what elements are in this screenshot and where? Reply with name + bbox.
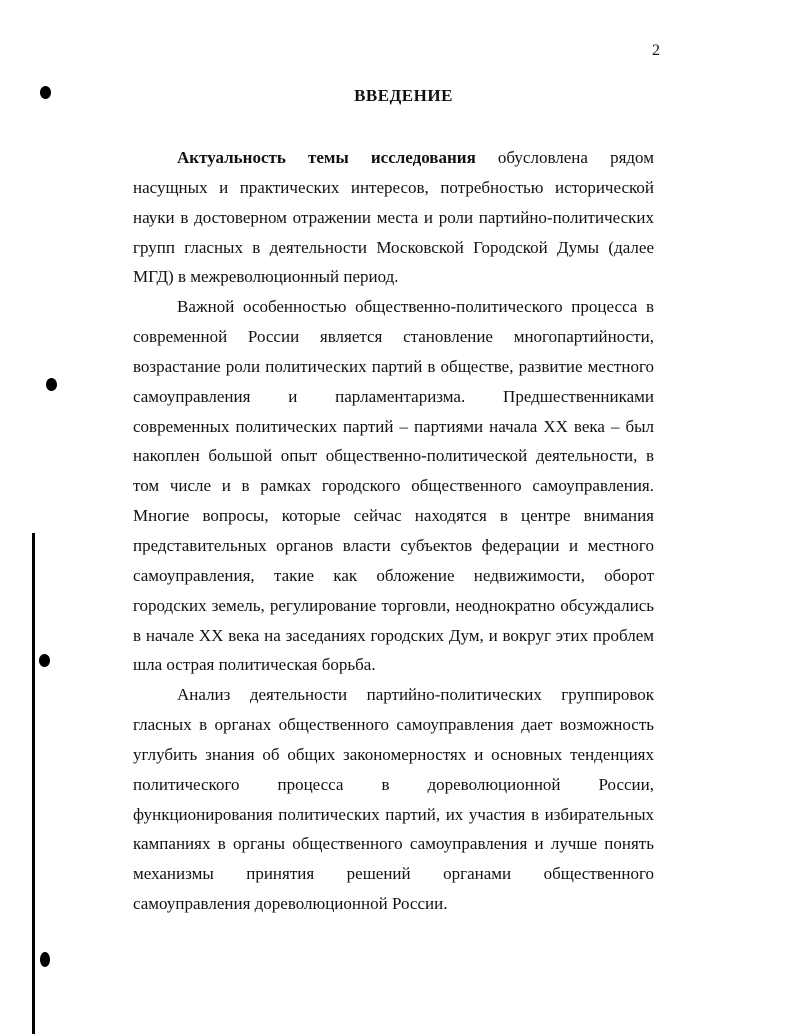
punch-hole-mark — [40, 86, 51, 99]
paragraph-analysis — [133, 680, 654, 919]
page-number: 2 — [652, 42, 660, 59]
punch-hole-mark — [40, 952, 50, 967]
relevance-text: обусловлена рядом насущных и практических интересов, потребностью исторической науки в достоверном отражении места и роли партийно-политических групп гласных в деятельности Московской Городской Думы (далее МГД) в межреволюционный период. — [133, 148, 654, 287]
paragraph-features — [133, 292, 654, 680]
paragraph-relevance — [133, 143, 654, 292]
punch-hole-mark — [39, 654, 50, 667]
document-body — [133, 143, 654, 919]
punch-hole-mark — [46, 378, 57, 391]
analysis-text: Анализ деятельности партийно-политических группировок гласных в органах общественного самоуправления дает возможность углубить знания об общих закономерностях и основных тенденциях политического процесса в дореволюционной России, функционирования политических партий, их участия в избирательных кампаниях в органы общественного самоуправления и лучше понять механизмы принятия решений органами общественного самоуправления дореволюционной России. — [133, 685, 654, 914]
binding-edge-line — [32, 533, 35, 1034]
relevance-heading: Актуальность темы исследования — [177, 148, 476, 167]
features-text: Важной особенностью общественно-политического процесса в современной России является становление многопартийности, возрастание роли политических партий в обществе, развитие местного самоуправления и парламентаризма. Предшественниками современных политических партий – партиями начала XX века – был накоплен большой опыт общественно-политической деятельности, в том числе и в рамках городского общественного самоуправления. Многие вопросы, которые сейчас находятся в центре внимания представительных органов власти субъектов федерации и местного самоуправления, такие как обложение недвижимости, оборот городских земель, регулирование торговли, неоднократно обсуждались в начале XX века на заседаниях городских Дум, и вокруг этих проблем шла острая политическая борьба. — [133, 297, 654, 675]
page-title: ВВЕДЕНИЕ — [354, 86, 453, 105]
